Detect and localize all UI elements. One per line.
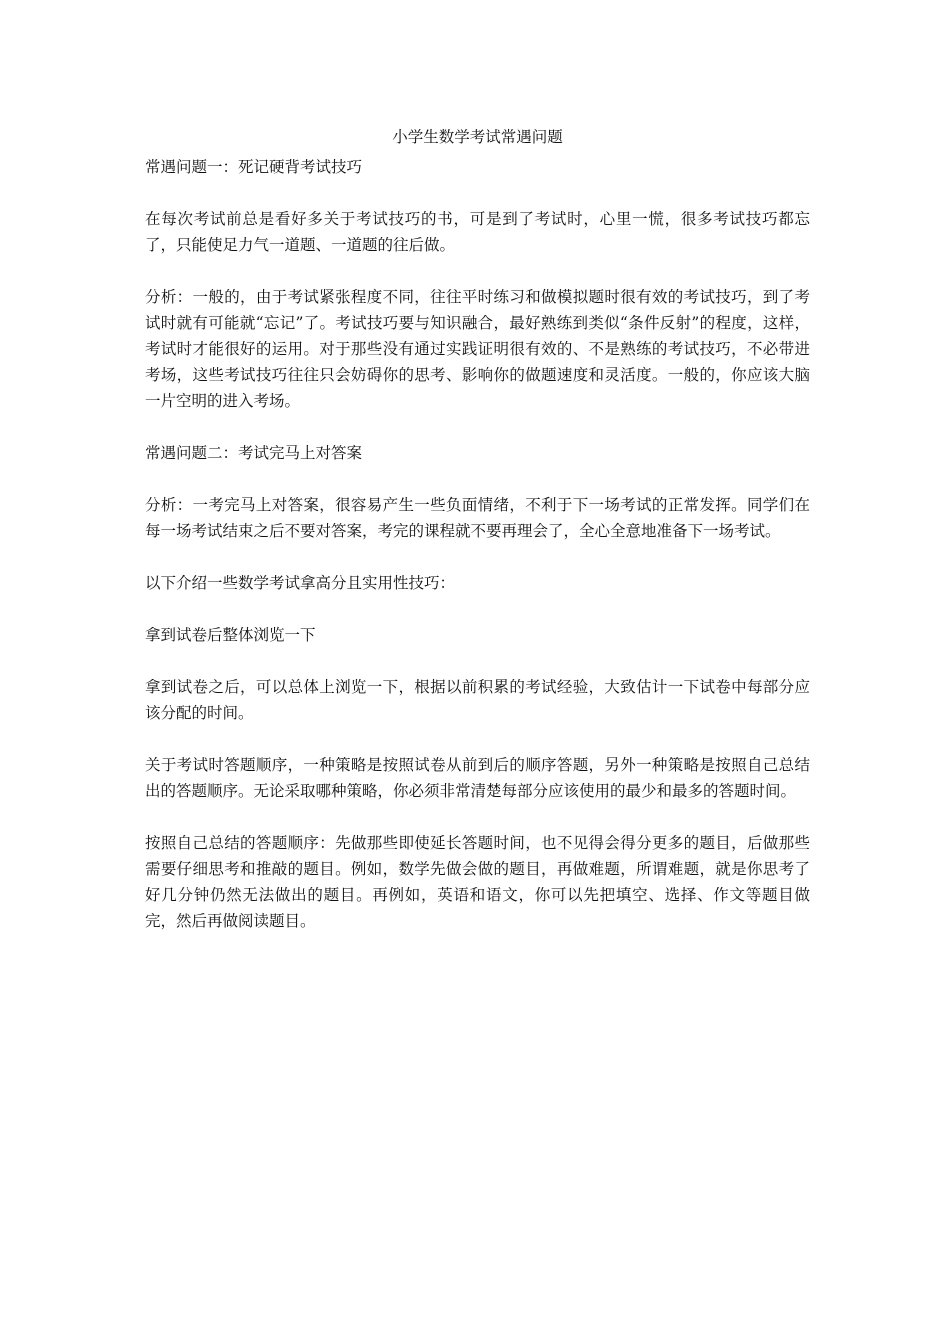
paragraph-answer-order: 关于考试时答题顺序，一种策略是按照试卷从前到后的顺序答题，另外一种策略是按照自己总结出的答题顺序。无论采取哪种策略，你必须非常清楚每部分应该使用的最少和最多的答题时间。 (145, 756, 810, 800)
paragraph-own-order: 按照自己总结的答题顺序：先做那些即使延长答题时间，也不见得会得分更多的题目，后做那些需要仔细思考和推敲的题目。例如，数学先做会做的题目，再做难题，所谓难题，就是你思考了好几分钟仍然无法做出的题目。再例如，英语和语文，你可以先把填空、选择、作文等题目做完，然后再做阅读题目。 (145, 834, 810, 930)
paragraph-problem-two-analysis: 分析：一考完马上对答案，很容易产生一些负面情绪，不利于下一场考试的正常发挥。同学们在每一场考试结束之后不要对答案，考完的课程就不要再理会了，全心全意地准备下一场考试。 (145, 496, 810, 540)
document-body (145, 124, 810, 960)
heading-browse-paper: 拿到试卷后整体浏览一下 (145, 626, 316, 644)
paragraph-problem-one-description: 在每次考试前总是看好多关于考试技巧的书，可是到了考试时，心里一慌，很多考试技巧都忘了，只能使足力气一道题、一道题的往后做。 (145, 210, 810, 254)
heading-problem-one: 常遇问题一：死记硬背考试技巧 (145, 158, 363, 176)
heading-problem-two: 常遇问题二：考试完马上对答案 (145, 444, 363, 462)
document-title: 小学生数学考试常遇问题 (392, 128, 563, 146)
paragraph-browse-paper: 拿到试卷之后，可以总体上浏览一下，根据以前积累的考试经验，大致估计一下试卷中每部分应该分配的时间。 (145, 678, 810, 722)
paragraph-problem-one-analysis: 分析：一般的，由于考试紧张程度不同，往往平时练习和做模拟题时很有效的考试技巧，到了考试时就有可能就“忘记”了。考试技巧要与知识融合，最好熟练到类似“条件反射”的程度，这样，考试时才能很好的运用。对于那些没有通过实践证明很有效的、不是熟练的考试技巧，不必带进考场，这些考试技巧往往只会妨碍你的思考、影响你的做题速度和灵活度。一般的，你应该大脑一片空明的进入考场。 (145, 288, 810, 410)
paragraph-tips-intro: 以下介绍一些数学考试拿高分且实用性技巧： (145, 574, 456, 592)
